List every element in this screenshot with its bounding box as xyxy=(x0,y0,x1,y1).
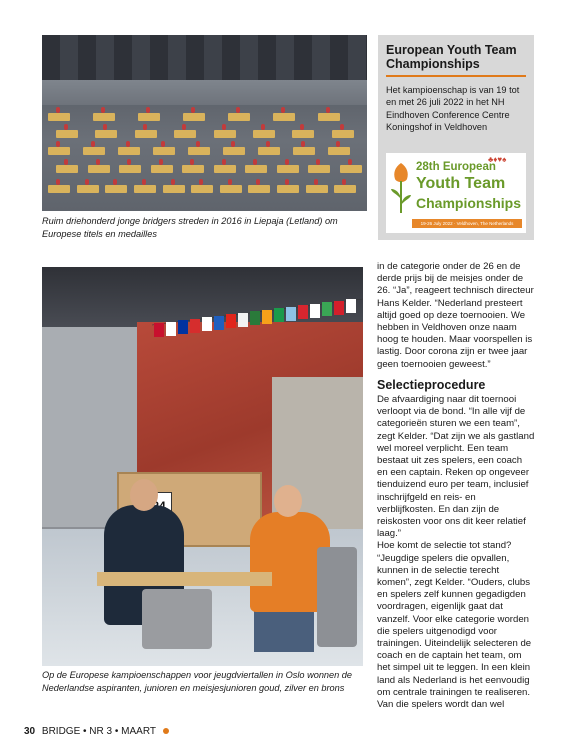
hall-table xyxy=(138,113,160,121)
hall-table xyxy=(135,130,157,138)
hall-table xyxy=(228,113,250,121)
hall-table xyxy=(308,165,330,173)
photo-top-caption: Ruim driehonderd jonge bridgers streden in 2016 in Liepaja (Letland) om Europese titels en medailles xyxy=(42,216,338,239)
hall-player xyxy=(126,141,130,147)
card-suits-icon: ♣♦♥♠ xyxy=(488,155,507,164)
youth-players-photo xyxy=(42,267,363,666)
hall-table xyxy=(48,113,70,121)
hall-player xyxy=(56,107,60,113)
hall-table xyxy=(248,185,270,193)
chair xyxy=(317,547,357,647)
hall-table xyxy=(293,147,315,155)
hall-player xyxy=(281,107,285,113)
hall-player xyxy=(285,179,289,185)
article-paragraph: De afvaardiging naar dit toernooi verloopt via de bond. “In alle vijf de categorieën sturen we een team”, zegt Kelder. “Dat zijn we als gastland wel moreel verplicht. Een team bestaat uit zes spelers, een coach en een captain. Reken op ongeveer tienduizend euro per team, inclusief inschrijfgeld en reis- en verblijfkosten. En dan zijn de reiskosten voor ons dit keer relatief laag.” xyxy=(377,394,535,540)
hall-player xyxy=(314,179,318,185)
hall-player xyxy=(326,107,330,113)
hall-table xyxy=(174,130,196,138)
hall-table xyxy=(188,147,210,155)
hall-player xyxy=(199,179,203,185)
hall-table xyxy=(183,113,205,121)
infobox-divider xyxy=(386,75,526,77)
hall-player xyxy=(96,159,100,165)
hall-player xyxy=(182,124,186,130)
hall-player xyxy=(64,159,68,165)
hall-table xyxy=(253,130,275,138)
chair xyxy=(142,589,212,649)
hall-table xyxy=(77,185,99,193)
tournament-hall-photo xyxy=(42,35,367,211)
hall-player xyxy=(236,107,240,113)
hall-player xyxy=(261,124,265,130)
hall-player xyxy=(253,159,257,165)
hall-player xyxy=(300,124,304,130)
hall-player xyxy=(222,124,226,130)
hall-player xyxy=(171,179,175,185)
hall-player xyxy=(348,159,352,165)
hall-table xyxy=(134,185,156,193)
article-body xyxy=(377,394,535,711)
hall-player xyxy=(231,141,235,147)
hall-player xyxy=(85,179,89,185)
hall-table xyxy=(182,165,204,173)
hall-player xyxy=(56,179,60,185)
accent-dot-icon xyxy=(163,728,169,734)
hall-table xyxy=(328,147,350,155)
photo-bottom-caption: Op de Europese kampioenschappen voor jeugdviertallen in Oslo wonnen de Nederlandse aspiranten, junioren en meisjesjunioren goud, zilver en brons xyxy=(42,670,353,693)
hall-table xyxy=(83,147,105,155)
hall-player xyxy=(285,159,289,165)
tulip-icon xyxy=(390,159,412,215)
flags-banner xyxy=(152,295,363,351)
logo-footer-band: 19-26 July 2022 · Veldhoven, The Netherlands xyxy=(412,219,522,228)
hall-player xyxy=(222,159,226,165)
logo-line-youth-team: Youth Team xyxy=(416,175,506,192)
hall-player xyxy=(142,179,146,185)
hall-table xyxy=(220,185,242,193)
hall-table xyxy=(292,130,314,138)
hall-player xyxy=(127,159,131,165)
hall-table xyxy=(48,185,70,193)
hall-table xyxy=(88,165,110,173)
hall-table xyxy=(332,130,354,138)
hall-table xyxy=(151,165,173,173)
page-number: 30 xyxy=(24,726,36,737)
hall-player xyxy=(336,141,340,147)
section-heading: Selectieprocedure xyxy=(377,378,486,392)
hall-table xyxy=(318,113,340,121)
hall-table xyxy=(258,147,280,155)
hall-table xyxy=(153,147,175,155)
hall-wall xyxy=(42,80,367,105)
hall-player xyxy=(159,159,163,165)
player-orange-legs xyxy=(254,607,314,652)
hall-table xyxy=(56,165,78,173)
hall-player xyxy=(191,107,195,113)
hall-player xyxy=(228,179,232,185)
logo-line-edition: 28th European xyxy=(416,161,496,173)
hall-table xyxy=(48,147,70,155)
hall-table xyxy=(93,113,115,121)
hall-table xyxy=(277,185,299,193)
hall-player xyxy=(266,141,270,147)
hall-player xyxy=(316,159,320,165)
hall-player xyxy=(340,124,344,130)
hall-player xyxy=(101,107,105,113)
hall-table xyxy=(223,147,245,155)
hall-ceiling xyxy=(42,35,367,80)
hall-player xyxy=(56,141,60,147)
page-footer xyxy=(24,726,169,737)
hall-player xyxy=(161,141,165,147)
hall-table xyxy=(277,165,299,173)
hall-player xyxy=(146,107,150,113)
hall-table xyxy=(306,185,328,193)
hall-table xyxy=(95,130,117,138)
infobox-body: Het kampioenschap is van 19 tot en met 26 juli 2022 in het NH Eindhoven Conference Centre Koningshof in Veldhoven xyxy=(386,85,520,132)
hall-player xyxy=(91,141,95,147)
hall-player xyxy=(113,179,117,185)
championship-logo xyxy=(386,153,526,233)
hall-table xyxy=(273,113,295,121)
hall-table xyxy=(118,147,140,155)
hall-table xyxy=(191,185,213,193)
hall-table xyxy=(163,185,185,193)
hall-table xyxy=(340,165,362,173)
hall-player xyxy=(301,141,305,147)
hall-table xyxy=(214,165,236,173)
player-navy-head xyxy=(130,479,158,511)
hall-table xyxy=(245,165,267,173)
championship-infobox xyxy=(378,35,534,240)
hall-table xyxy=(56,130,78,138)
hall-table xyxy=(105,185,127,193)
hall-table xyxy=(119,165,141,173)
hall-table xyxy=(214,130,236,138)
magazine-issue: BRIDGE • NR 3 • MAART xyxy=(41,726,156,737)
card-table xyxy=(97,572,272,586)
article-paragraph: Hoe komt de selectie tot stand? “Jeugdige spelers die opvallen, kunnen in de selectie terecht komen”, zegt Kelder. “Ouders, clubs en spelers zelf kunnen gegadigden voordragen, eigenlijk gaat dat vanzelf. Voor elke categorie worden die spelers uitgenodigd voor trainingen. Uiteindelijk selecteren de coach en de captain het team, om het simpel uit te leggen. In een klein land als Nederland is het eenvoudig om centrale trainingen te realiseren. Van die spelers wordt dan wel xyxy=(377,540,532,711)
hall-player xyxy=(143,124,147,130)
article-paragraph: in de categorie onder de 26 en de derde prijs bij de meisjes onder de 26. “Ja”, reageert technisch directeur Hans Kelder. “Nederland presteert altijd goed op deze toernooien. We hebben in Veldhoven onze naam hoog te houden. Maar voorspellen is lastig. Door corona zijn er twee jaar geen toernooien geweest.” xyxy=(377,261,534,370)
hall-table xyxy=(334,185,356,193)
player-orange-head xyxy=(274,485,302,517)
hall-player xyxy=(64,124,68,130)
logo-line-championships: Championships xyxy=(416,195,522,211)
infobox-title: European Youth Team Championships xyxy=(386,43,517,71)
hall-player xyxy=(190,159,194,165)
hall-player xyxy=(196,141,200,147)
